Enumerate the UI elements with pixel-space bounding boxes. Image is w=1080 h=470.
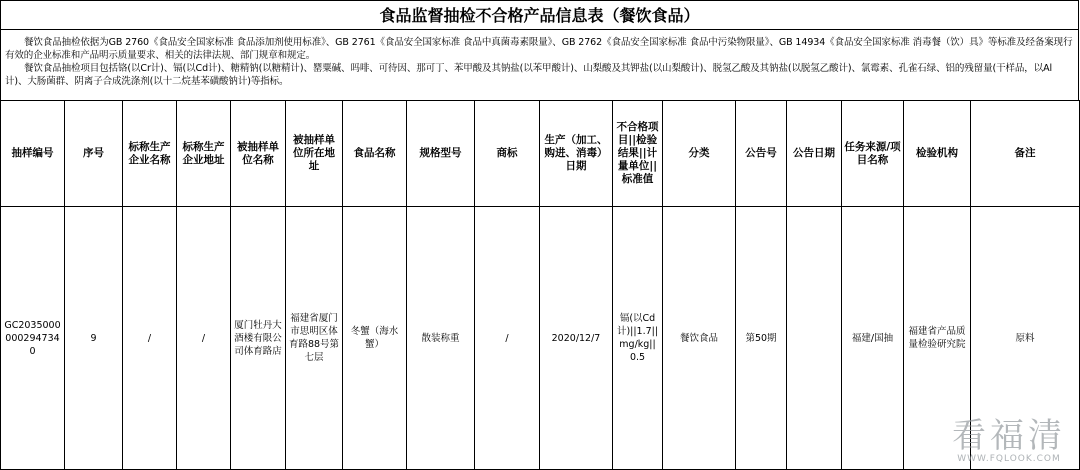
cell-inspection-agency: 福建省产品质量检验研究院 [904, 207, 971, 470]
table-header-row [1, 101, 1080, 207]
cell-remarks: 原料 [971, 207, 1080, 470]
page-title: 食品监督抽检不合格产品信息表（餐饮食品） [0, 0, 1079, 30]
cell-manufacturer-address: / [177, 207, 231, 470]
cell-announcement-no: 第50期 [736, 207, 787, 470]
cell-food-name: 冬蟹（海水蟹） [343, 207, 407, 470]
notes-standards: 餐饮食品抽检依据为GB 2760《食品安全国家标准 食品添加剂使用标准》、GB 2761《食品安全国家标准 食品中真菌毒素限量》、GB 2762《食品安全国家标准 食品中污染物限量》、GB 14934《食品安全国家标准 消毒餐（饮）具》等标准及经备案现行有效的企业标准和产品明示质量要求、相关的法律法规、部门规章和规定。 [5, 37, 1073, 61]
cell-trademark: / [475, 207, 540, 470]
header-inspection-agency: 检验机构 [904, 101, 971, 207]
header-serial-no: 序号 [65, 101, 123, 207]
table-row [1, 207, 1080, 470]
cell-task-source: 福建/国抽 [842, 207, 904, 470]
header-announcement-date: 公告日期 [787, 101, 842, 207]
header-sampled-unit-address: 被抽样单位所在地址 [286, 101, 343, 207]
watermark-url-text: WWW.FQLOOK.COM [957, 454, 1061, 464]
cell-production-date: 2020/12/7 [540, 207, 613, 470]
header-category: 分类 [663, 101, 736, 207]
results-table [0, 100, 1080, 470]
notes-items: 餐饮食品抽检项目包括铬(以Cr计)、镉(以Cd计)、糖精钠(以糖精计)、罂粟碱、吗啡、可待因、那可丁、苯甲酸及其钠盐(以苯甲酸计)、山梨酸及其钾盐(以山梨酸计)、脱氢乙酸及其钠盐(以脱氢乙酸计)、氯霉素、孔雀石绿、铝的残留量(干样品，以Al计)、大肠菌群、阴离子合成洗涤剂(以十二烷基苯磺酸钠计)等指标。 [5, 63, 1053, 87]
header-production-date: 生产（加工、购进、消毒）日期 [540, 101, 613, 207]
watermark-main-text: 看福清 [952, 416, 1066, 456]
header-sampled-unit-name: 被抽样单位名称 [231, 101, 286, 207]
header-food-name: 食品名称 [343, 101, 407, 207]
watermark-logo [952, 418, 1066, 464]
header-sample-id: 抽样编号 [1, 101, 65, 207]
cell-serial-no: 9 [65, 207, 123, 470]
header-specification: 规格型号 [407, 101, 475, 207]
cell-specification: 散装称重 [407, 207, 475, 470]
cell-category: 餐饮食品 [663, 207, 736, 470]
cell-announcement-date [787, 207, 842, 470]
header-remarks: 备注 [971, 101, 1080, 207]
cell-sample-id: GC20350000002947340 [1, 207, 65, 470]
cell-manufacturer-name: / [123, 207, 177, 470]
cell-failed-item: 镉(以Cd计)||1.7||mg/kg||0.5 [613, 207, 663, 470]
header-manufacturer-name: 标称生产企业名称 [123, 101, 177, 207]
header-announcement-no: 公告号 [736, 101, 787, 207]
header-task-source: 任务来源/项目名称 [842, 101, 904, 207]
header-trademark: 商标 [475, 101, 540, 207]
cell-sampled-unit-name: 厦门牡丹大酒楼有限公司体育路店 [231, 207, 286, 470]
inspection-notes [0, 30, 1079, 100]
header-manufacturer-address: 标称生产企业地址 [177, 101, 231, 207]
cell-sampled-unit-address: 福建省厦门市思明区体育路88号第七层 [286, 207, 343, 470]
header-failed-item: 不合格项目||检验结果||计量单位||标准值 [613, 101, 663, 207]
